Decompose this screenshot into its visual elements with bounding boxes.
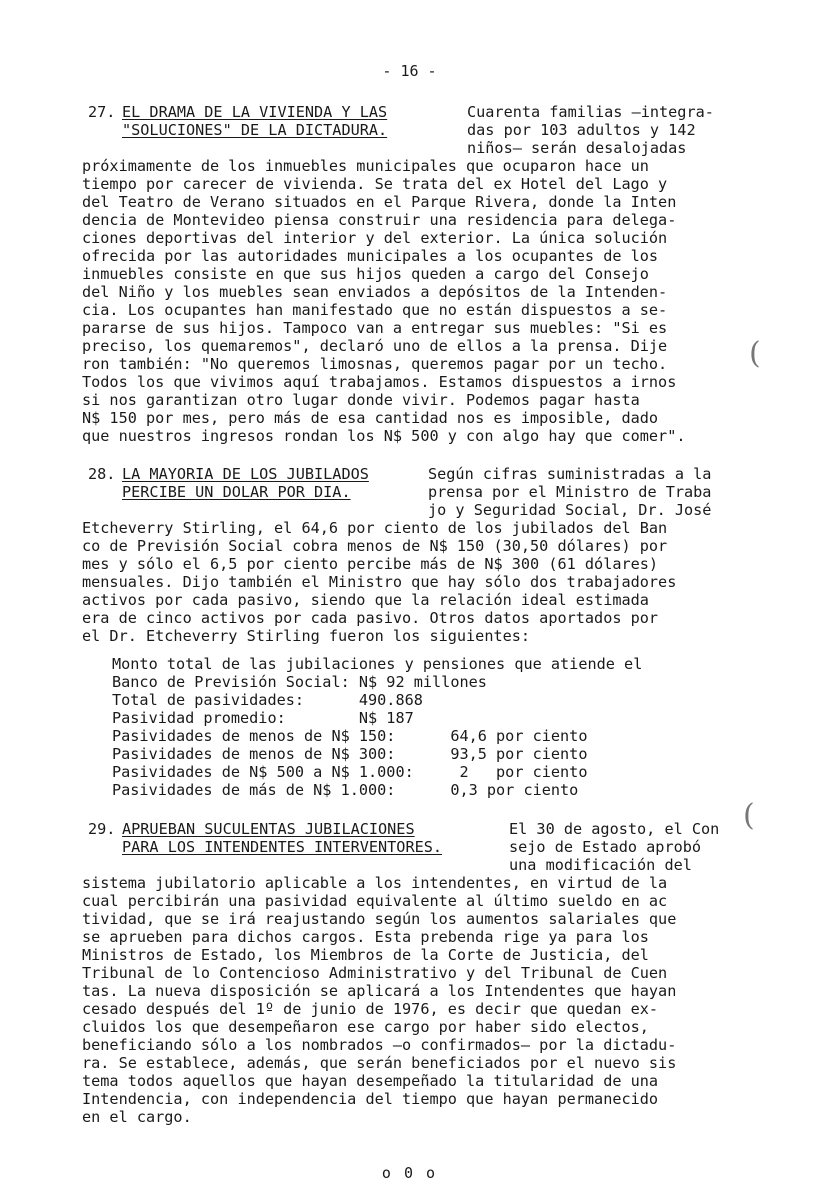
body-line: Etcheverry Stirling, el 64,6 por ciento de los jubilados del Ban xyxy=(82,519,668,537)
body-line: preciso, los quemaremos", declaró uno de ellos a la prensa. Dije xyxy=(82,337,668,355)
section-title-line: PERCIBE UN DOLAR POR DIA. xyxy=(122,483,351,501)
stats-line: Total de pasividades: 490.868 xyxy=(112,691,423,709)
stats-line: Banco de Previsión Social: N$ 92 millones xyxy=(112,673,487,691)
body-line: sistema jubilatorio aplicable a los intendentes, en virtud de la xyxy=(82,874,668,892)
page-number: - 16 - xyxy=(382,62,437,80)
body-line: co de Previsión Social cobra menos de N$ 150 (30,50 dólares) por xyxy=(82,537,668,555)
intro-line: jo y Seguridad Social, Dr. José xyxy=(428,501,712,519)
body-line: tividad, que se irá reajustando según los aumentos salariales que xyxy=(82,910,677,928)
body-line: Intendencia, con independencia del tiempo que hayan permanecido xyxy=(82,1090,659,1108)
body-line: pararse de sus hijos. Tampoco van a entregar sus muebles: "Si es xyxy=(82,319,668,337)
body-line: Ministros de Estado, los Miembros de la Corte de Justicia, del xyxy=(82,946,649,964)
body-line: Tribunal de lo Contencioso Administrativo y del Tribunal de Cuen xyxy=(82,964,668,982)
body-line: tas. La nueva disposición se aplicará a los Intendentes que hayan xyxy=(82,982,677,1000)
body-line: cesado después del 1º de junio de 1976, es decir que quedan ex- xyxy=(82,1000,659,1018)
section-title-line: EL DRAMA DE LA VIVIENDA Y LAS xyxy=(122,103,388,121)
section-number: 28. xyxy=(88,465,116,483)
intro-line: una modificación del xyxy=(509,856,692,874)
margin-bracket-mark: ( xyxy=(749,336,761,371)
intro-line: prensa por el Ministro de Traba xyxy=(428,483,712,501)
section-title-line: PARA LOS INTENDENTES INTERVENTORES. xyxy=(122,838,443,856)
stats-line: Pasividades de N$ 500 a N$ 1.000: 2 por ciento xyxy=(112,763,588,781)
stats-line: Pasividades de menos de N$ 150: 64,6 por ciento xyxy=(112,727,588,745)
stats-line: Pasividad promedio: N$ 187 xyxy=(112,709,414,727)
section-title-line: "SOLUCIONES" DE LA DICTADURA. xyxy=(122,121,388,139)
body-line: mensuales. Dijo también el Ministro que hay sólo dos trabajadores xyxy=(82,573,677,591)
body-line: del Teatro de Verano situados en el Parque Rivera, donde la Inten xyxy=(82,193,677,211)
body-line: el Dr. Etcheverry Stirling fueron los siguientes: xyxy=(82,627,531,645)
body-line: ciones deportivas del interior y del exterior. La única solución xyxy=(82,229,668,247)
body-line: cual percibirán una pasividad equivalente al último sueldo en ac xyxy=(82,892,668,910)
body-line: ron también: "No queremos limosnas, queremos pagar por un techo. xyxy=(82,355,668,373)
intro-line: das por 103 adultos y 142 xyxy=(467,121,696,139)
body-line: N$ 150 por mes, pero más de esa cantidad nos es imposible, dado xyxy=(82,409,659,427)
end-mark: o 0 o xyxy=(381,1164,438,1182)
body-line: se aprueben para dichos cargos. Esta prebenda rige ya para los xyxy=(82,928,649,946)
body-line: ofrecida por las autoridades municipales a los ocupantes de los xyxy=(82,247,659,265)
margin-bracket-mark: ( xyxy=(743,798,755,833)
intro-line: Cuarenta familias —integra- xyxy=(467,103,714,121)
body-line: era de cinco activos por cada pasivo. Otros datos aportados por xyxy=(82,609,659,627)
body-line: ra. Se establece, además, que serán beneficiados por el nuevo sis xyxy=(82,1054,677,1072)
body-line: en el cargo. xyxy=(82,1108,192,1126)
body-line: del Niño y los muebles sean enviados a depósitos de la Intenden- xyxy=(82,283,668,301)
intro-line: Según cifras suministradas a la xyxy=(428,465,712,483)
intro-line: niños— serán desalojadas xyxy=(467,139,687,157)
body-line: beneficiando sólo a los nombrados —o confirmados— por la dictadu- xyxy=(82,1036,677,1054)
section-number: 29. xyxy=(88,820,116,838)
body-line: Todos los que vivimos aquí trabajamos. Estamos dispuestos a irnos xyxy=(82,373,677,391)
intro-line: El 30 de agosto, el Con xyxy=(509,820,720,838)
body-line: próximamente de los inmuebles municipales que ocuparon hace un xyxy=(82,157,649,175)
body-line: tiempo por carecer de vivienda. Se trata del ex Hotel del Lago y xyxy=(82,175,668,193)
body-line: si nos garantizan otro lugar donde vivir. Podemos pagar hasta xyxy=(82,391,640,409)
body-line: tema todos aquellos que hayan desempeñado la titularidad de una xyxy=(82,1072,659,1090)
section-number: 27. xyxy=(88,103,116,121)
body-line: activos por cada pasivo, siendo que la relación ideal estimada xyxy=(82,591,649,609)
section-title-line: LA MAYORIA DE LOS JUBILADOS xyxy=(122,465,369,483)
section-title-line: APRUEBAN SUCULENTAS JUBILACIONES xyxy=(122,820,415,838)
stats-line: Pasividades de más de N$ 1.000: 0,3 por ciento xyxy=(112,781,579,799)
body-line: que nuestros ingresos rondan los N$ 500 y con algo hay que comer". xyxy=(82,427,686,445)
stats-line: Monto total de las jubilaciones y pensiones que atiende el xyxy=(112,655,643,673)
body-line: dencia de Montevideo piensa construir una residencia para delega- xyxy=(82,211,677,229)
body-line: mes y sólo el 6,5 por ciento percibe más de N$ 300 (61 dólares) xyxy=(82,555,659,573)
body-line: inmuebles consiste en que sus hijos queden a cargo del Consejo xyxy=(82,265,649,283)
intro-line: sejo de Estado aprobó xyxy=(509,838,702,856)
stats-line: Pasividades de menos de N$ 300: 93,5 por ciento xyxy=(112,745,588,763)
body-line: cia. Los ocupantes han manifestado que no están dispuestos a se- xyxy=(82,301,668,319)
body-line: cluidos los que desempeñaron ese cargo por haber sido electos, xyxy=(82,1018,649,1036)
